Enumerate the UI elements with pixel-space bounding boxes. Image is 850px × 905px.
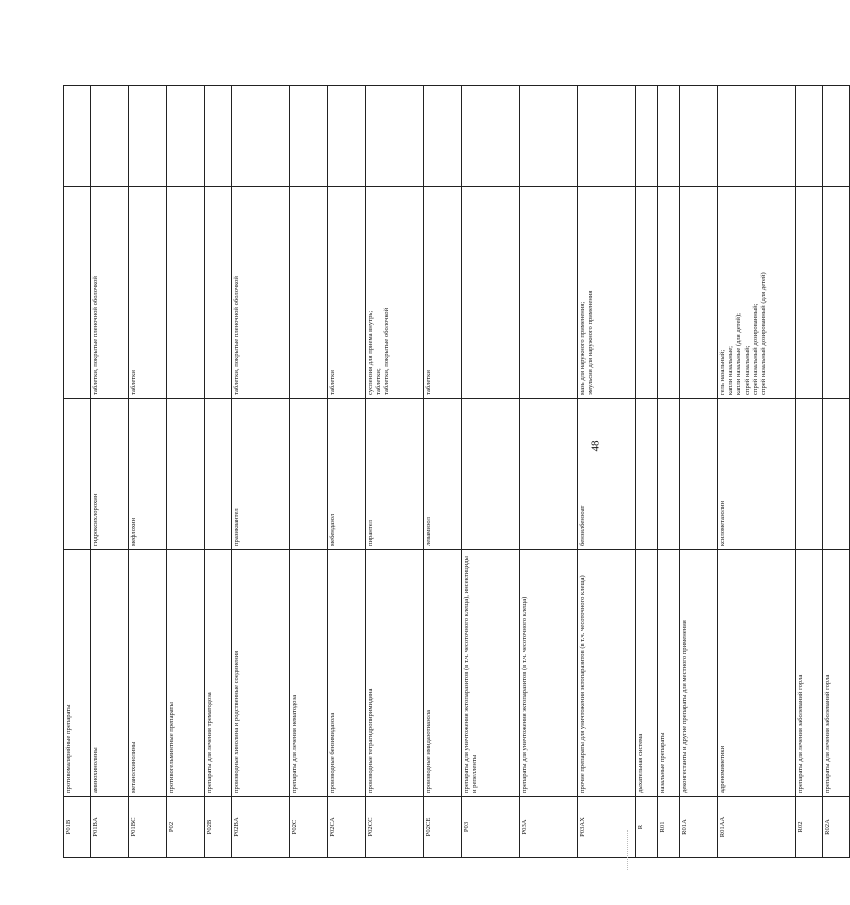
- inn-name: [823, 399, 850, 550]
- dosage-form: спрей назальный дозированный;: [751, 303, 759, 395]
- table-row: [91, 86, 129, 858]
- dosage-forms: [290, 187, 328, 399]
- group-name: метанолхинолины: [129, 550, 167, 797]
- rotated-page: [63, 86, 831, 858]
- group-name: дыхательная система: [636, 550, 658, 797]
- atc-code: P03AX: [578, 797, 636, 858]
- drug-table: [63, 85, 850, 858]
- table-row: [462, 86, 520, 858]
- group-name: препараты для уничтожения эктопаразитов (в т.ч. чесоточного клеща), инсектициды и репелленты: [462, 550, 520, 797]
- atc-code: P03: [462, 797, 520, 858]
- table-row: [64, 86, 91, 858]
- dosage-form: таблетки, покрытые оболочкой: [383, 307, 391, 395]
- atc-code: P02BA: [232, 797, 290, 858]
- inn-name: ксилометазолин: [718, 399, 796, 550]
- dosage-forms: [167, 187, 205, 399]
- dosage-form: таблетки: [425, 370, 432, 395]
- table-row: [167, 86, 205, 858]
- dosage-form: таблетки: [130, 370, 137, 395]
- dosage-forms: [578, 187, 636, 399]
- group-name: производные хинолина и родственные соединения: [232, 550, 290, 797]
- table-row: [232, 86, 290, 858]
- dosage-forms: [366, 187, 424, 399]
- inn-name: [680, 399, 718, 550]
- group-name: препараты для лечения заболеваний горла: [796, 550, 823, 797]
- table-row: [718, 86, 796, 858]
- table-row: [520, 86, 578, 858]
- group-name: прочие препараты для уничтожения эктопаразитов (в т.ч. чесоточного клеща): [578, 550, 636, 797]
- dosage-forms: [129, 187, 167, 399]
- dosage-forms: [680, 187, 718, 399]
- inn-name: мебендазол: [328, 399, 366, 550]
- atc-code: P01B: [64, 797, 91, 858]
- group-name: препараты для лечения нематодоза: [290, 550, 328, 797]
- inn-name: [290, 399, 328, 550]
- table-row: [796, 86, 823, 858]
- dosage-form: таблетки, покрытые пленочной оболочкой: [233, 276, 240, 395]
- dosage-form: таблетки;: [375, 368, 383, 395]
- group-name: назальные препараты: [658, 550, 680, 797]
- dosage-form: спрей назальный дозированный (для детей): [760, 272, 768, 395]
- group-name: препараты для лечения заболеваний горла: [823, 550, 850, 797]
- dosage-form: таблетки: [329, 370, 336, 395]
- dosage-forms: [796, 187, 823, 399]
- inn-name: левамизол: [424, 399, 462, 550]
- atc-code: R02: [796, 797, 823, 858]
- dosage-form: эмульсия для наружного применения: [587, 290, 595, 395]
- table-row: [680, 86, 718, 858]
- dosage-form: капли назальные;: [727, 346, 735, 395]
- group-name: производные бензимидазола: [328, 550, 366, 797]
- scan-edge-mark: [627, 830, 634, 870]
- dosage-forms: [823, 187, 850, 399]
- group-name: противомалярийные препараты: [64, 550, 91, 797]
- table-row: [636, 86, 658, 858]
- table-row: [366, 86, 424, 858]
- group-name: производные тетрагидропиримидина: [366, 550, 424, 797]
- table-row: [205, 86, 232, 858]
- dosage-forms: [718, 187, 796, 399]
- table-row: [129, 86, 167, 858]
- atc-code: P02: [167, 797, 205, 858]
- table-row: [290, 86, 328, 858]
- group-name: адреномиметики: [718, 550, 796, 797]
- dosage-form: капли назальные (для детей);: [735, 313, 743, 395]
- inn-name: гидроксихлорохин: [91, 399, 129, 550]
- table-row: [328, 86, 366, 858]
- group-name: аминохинолины: [91, 550, 129, 797]
- group-name: противогельминтные препараты: [167, 550, 205, 797]
- atc-code: P02C: [290, 797, 328, 858]
- inn-name: празиквантел: [232, 399, 290, 550]
- dosage-forms: [520, 187, 578, 399]
- atc-code: R01AA: [718, 797, 796, 858]
- inn-name: [64, 399, 91, 550]
- inn-name: [462, 399, 520, 550]
- dosage-form: гель назальный;: [719, 349, 726, 395]
- table-row: [424, 86, 462, 858]
- atc-code: P02CC: [366, 797, 424, 858]
- atc-code: R02A: [823, 797, 850, 858]
- inn-name: мефлохин: [129, 399, 167, 550]
- inn-name: [636, 399, 658, 550]
- table-row: [823, 86, 850, 858]
- page-number: 48: [589, 440, 602, 452]
- dosage-forms: [64, 187, 91, 399]
- dosage-forms: [462, 187, 520, 399]
- atc-code: R01: [658, 797, 680, 858]
- inn-name: [520, 399, 578, 550]
- inn-name: [658, 399, 680, 550]
- dosage-form: таблетки, покрытые пленочной оболочкой: [92, 276, 99, 395]
- inn-name: бензилбензоат: [578, 399, 636, 550]
- atc-code: P01BA: [91, 797, 129, 858]
- atc-code: P02CA: [328, 797, 366, 858]
- dosage-forms: [424, 187, 462, 399]
- group-name: деконгестанты и другие препараты для местного применения: [680, 550, 718, 797]
- dosage-form: суспензия для приема внутрь;: [367, 310, 374, 395]
- inn-name: пирантел: [366, 399, 424, 550]
- group-name: производные имидазотиазола: [424, 550, 462, 797]
- dosage-forms: [232, 187, 290, 399]
- atc-code: P01BC: [129, 797, 167, 858]
- dosage-form: мазь для наружного применения;: [579, 301, 586, 395]
- dosage-forms: [328, 187, 366, 399]
- group-name: препараты для уничтожения эктопаразитов (в т.ч. чесоточного клеща): [520, 550, 578, 797]
- group-name: препараты для лечения трематодоза: [205, 550, 232, 797]
- dosage-forms: [636, 187, 658, 399]
- atc-code: R: [636, 797, 658, 858]
- atc-code: P03A: [520, 797, 578, 858]
- inn-name: [205, 399, 232, 550]
- table-row: [578, 86, 636, 858]
- atc-code: R01A: [680, 797, 718, 858]
- dosage-forms: [658, 187, 680, 399]
- inn-name: [796, 399, 823, 550]
- atc-code: P02B: [205, 797, 232, 858]
- dosage-form: спрей назальный;: [743, 345, 751, 395]
- dosage-forms: [91, 187, 129, 399]
- atc-code: P02CE: [424, 797, 462, 858]
- inn-name: [167, 399, 205, 550]
- dosage-forms: [205, 187, 232, 399]
- table-row: [658, 86, 680, 858]
